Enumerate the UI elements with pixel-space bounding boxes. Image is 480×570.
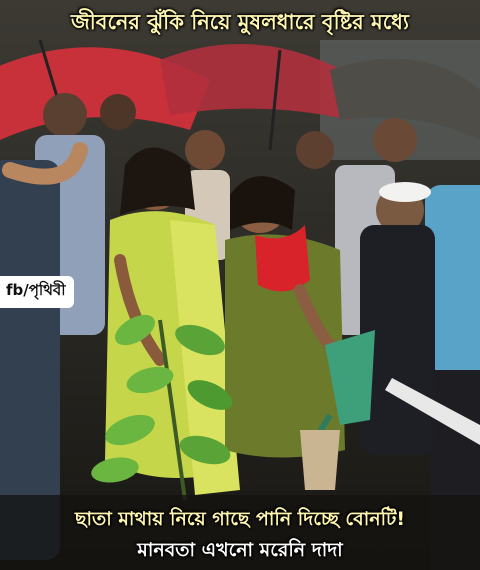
bystander-head [296,131,334,169]
caption-line-1: ছাতা মাথায় নিয়ে গাছে পানি দিচ্ছে বোনটি! [74,508,406,530]
caption-line-2: মানবতা এখনো মরেনি দাদা [137,539,343,561]
bystander-head [43,93,87,137]
man-cap [379,182,431,202]
bystander-head [185,130,225,170]
headline-text: জীবনের ঝুঁকি নিয়ে মুষলধারে বৃষ্টির মধ্যে [70,10,410,34]
broom [300,430,340,490]
bystander-head [100,94,136,130]
bystander-head [373,118,417,162]
watermark-label: fb/পৃথিবী [0,276,74,308]
